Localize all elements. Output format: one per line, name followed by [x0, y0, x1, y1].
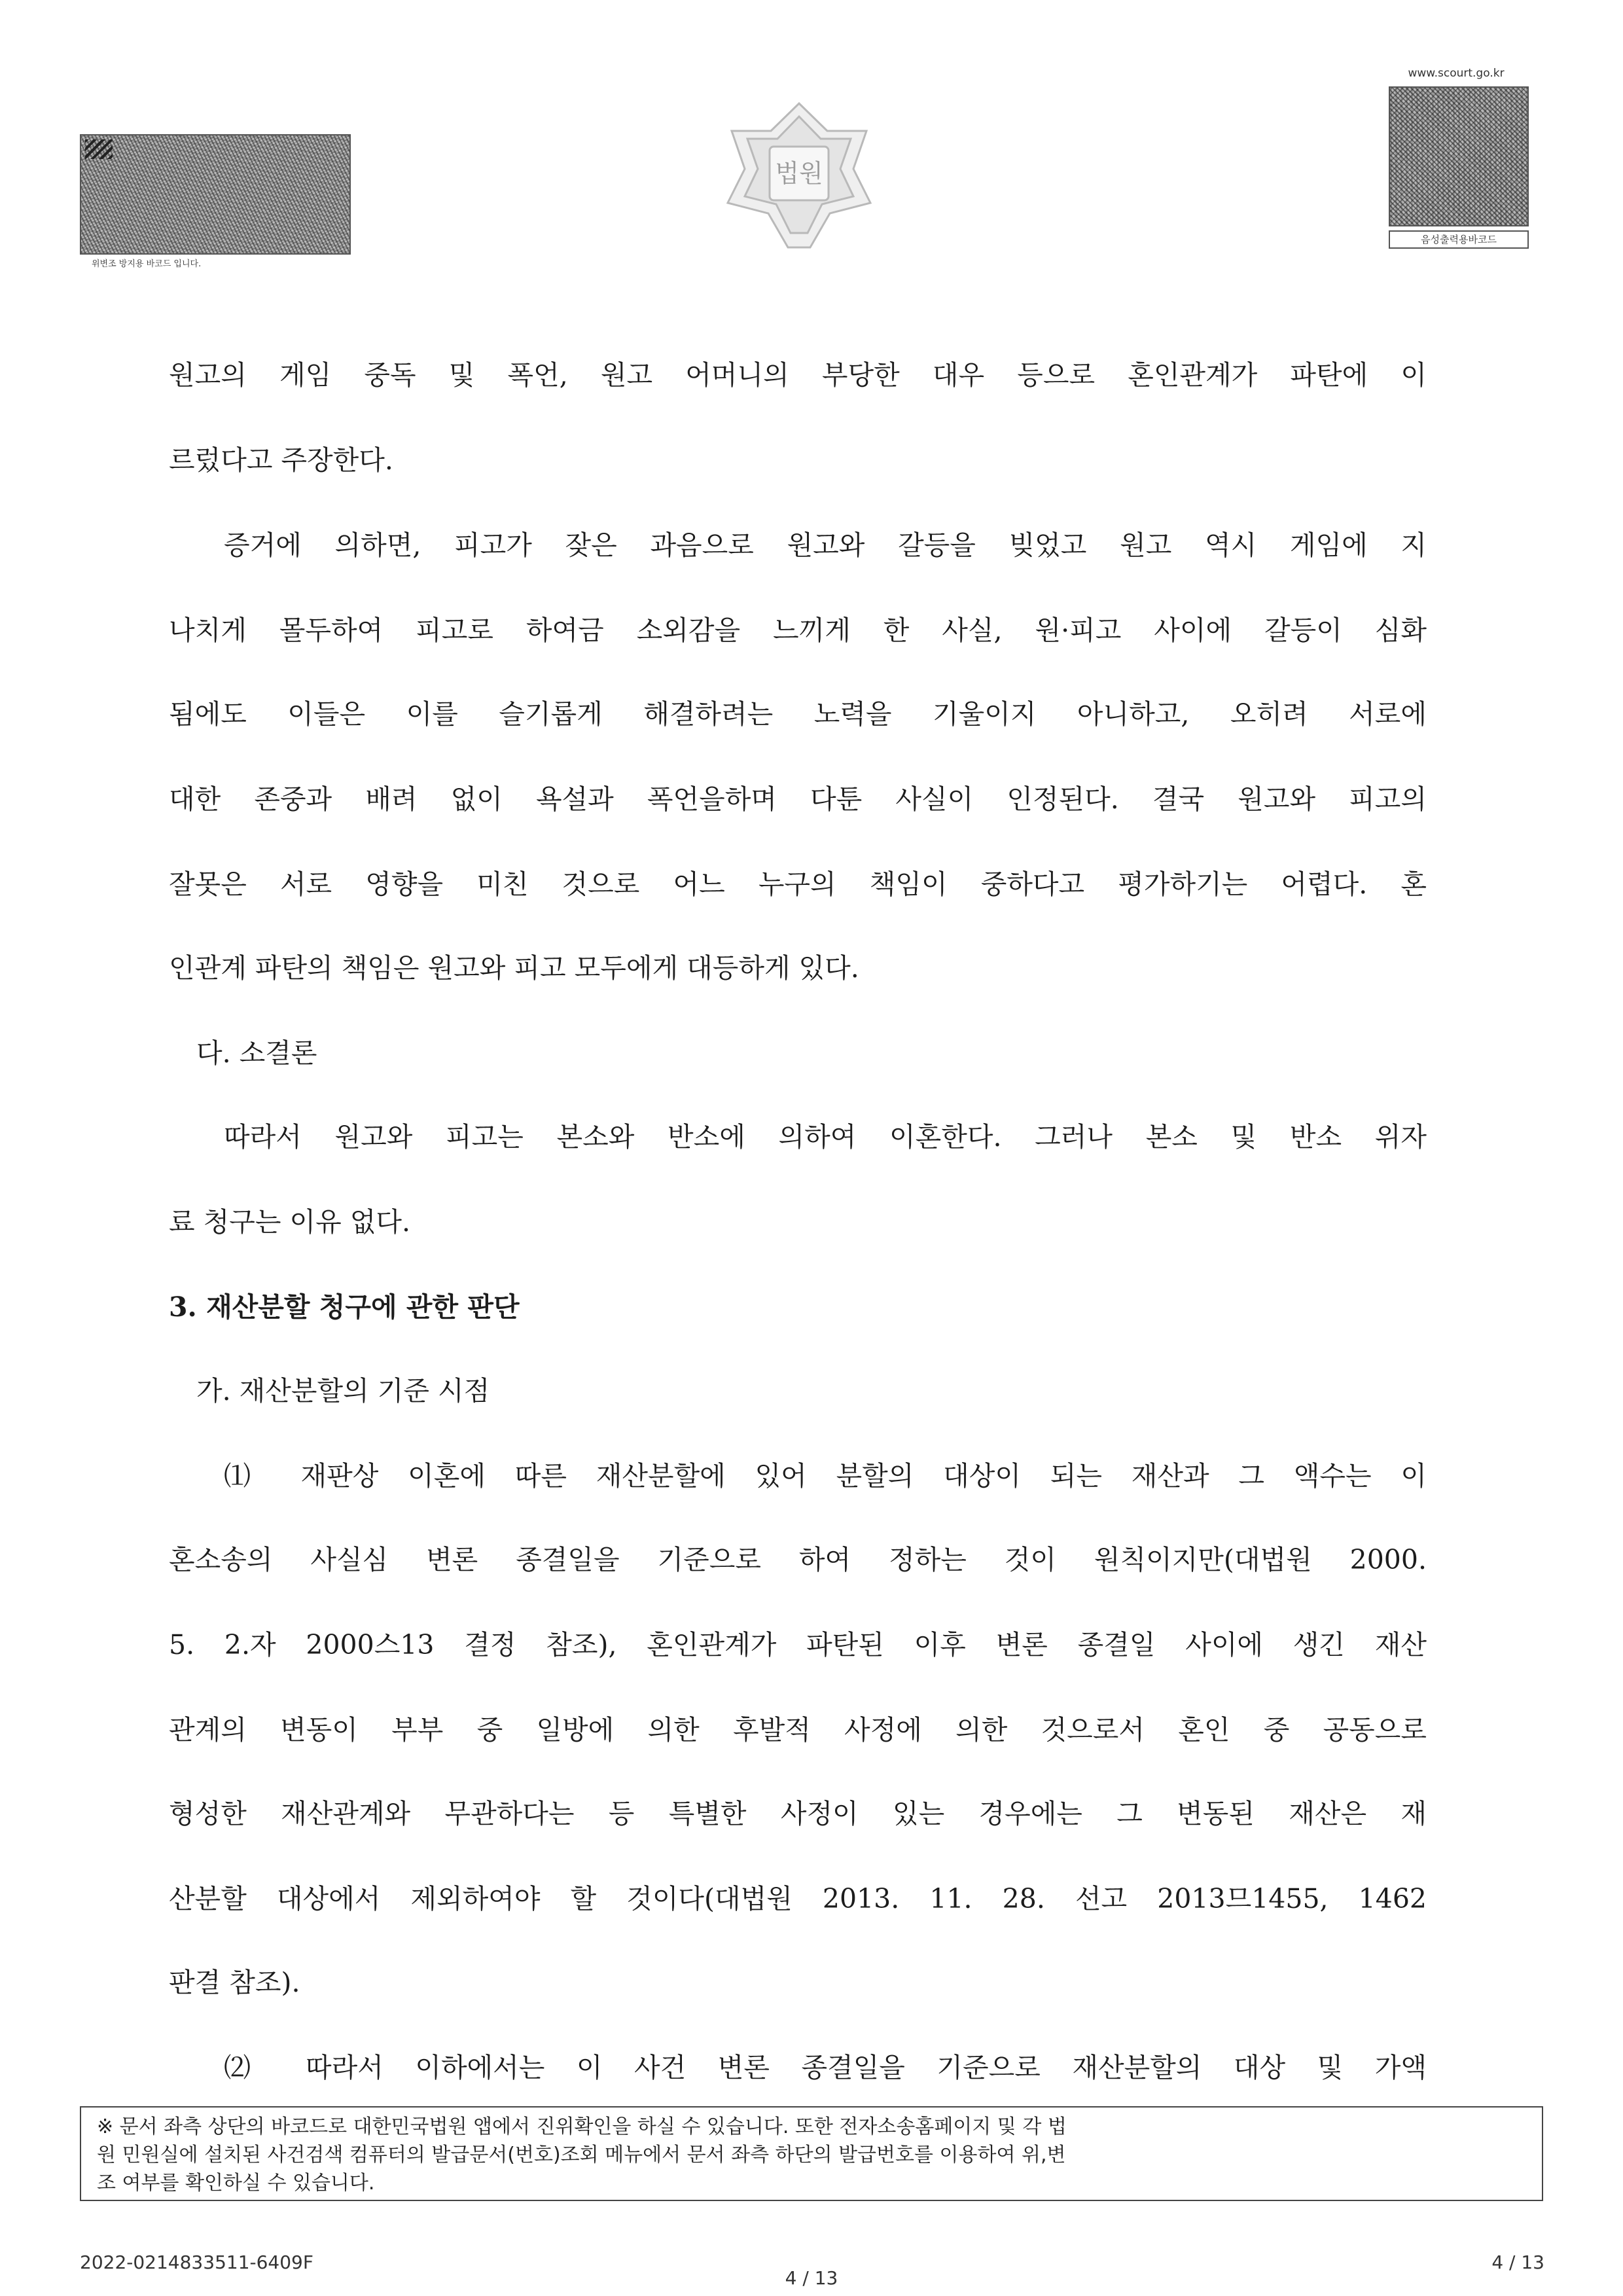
voice-barcode-caption: 음성출력용바코드 [1389, 230, 1529, 249]
body-line: 잘못은 서로 영향을 미친 것으로 어느 누구의 책임이 중하다고 평가하기는 어렵다. 혼 [169, 869, 1427, 900]
notice-line: ※ 문서 좌측 상단의 바코드로 대한민국법원 앱에서 진위확인을 하실 수 있습니다. 또한 전자소송홈페이지 및 각 법 [97, 2115, 1067, 2138]
body-line: 원고의 게임 중독 및 폭언, 원고 어머니의 부당한 대우 등으로 혼인관계가 파탄에 이 [169, 359, 1427, 391]
body-line: 됨에도 이들은 이를 슬기롭게 해결하려는 노력을 기울이지 아니하고, 오히려 서로에 [169, 698, 1427, 730]
security-barcode-caption: 위변조 방지용 바코드 입니다. [92, 259, 202, 269]
body-line: 관계의 변동이 부부 중 일방에 의한 후발적 사정에 의한 것으로서 혼인 중 공동으로 [169, 1714, 1427, 1746]
body-line: 5. 2.자 2000스13 결정 참조), 혼인관계가 파탄된 이후 변론 종결일 사이에 생긴 재산 [169, 1629, 1427, 1660]
notice-line: 조 여부를 확인하실 수 있습니다. [97, 2172, 375, 2195]
body-line: 산분할 대상에서 제외하여야 할 것이다(대법원 2013. 11. 28. 선고 2013므1455, 1462 [169, 1883, 1427, 1914]
emblem-text: 법원 [775, 159, 823, 188]
court-emblem-icon [719, 98, 880, 253]
body-line: 따라서 원고와 피고는 본소와 반소에 의하여 이혼한다. 그러나 본소 및 반소 위자 [224, 1121, 1427, 1153]
body-line: 나치게 몰두하여 피고로 하여금 소외감을 느끼게 한 사실, 원·피고 사이에 갈등이 심화 [169, 615, 1427, 646]
body-line: 대한 존중과 배려 없이 욕설과 폭언을하며 다툰 사실이 인정된다. 결국 원고와 피고의 [169, 783, 1427, 815]
section-heading: 가. 재산분할의 기준 시점 [196, 1375, 490, 1407]
site-url: www.scourt.go.kr [1408, 67, 1505, 80]
page-number-center: 4 / 13 [785, 2267, 838, 2289]
barcode-corner-stripes [85, 139, 113, 159]
section-title: 3. 재산분할 청구에 관한 판단 [169, 1291, 520, 1323]
body-line: 형성한 재산관계와 무관하다는 등 특별한 사정이 있는 경우에는 그 변동된 재산은 재 [169, 1798, 1427, 1829]
issue-number: 2022-0214833511-6409F [80, 2251, 313, 2273]
notice-line: 원 민원실에 설치된 사건검색 컴퓨터의 발급문서(번호)조회 메뉴에서 문서 좌측 하단의 발급번호를 이용하여 위,변 [97, 2144, 1066, 2166]
section-heading: 다. 소결론 [196, 1037, 317, 1069]
body-line: 혼소송의 사실심 변론 종결일을 기준으로 하여 정하는 것이 원칙이지만(대법원 2000. [169, 1544, 1427, 1575]
body-line: 증거에 의하면, 피고가 잦은 과음으로 원고와 갈등을 빚었고 원고 역시 게임에 지 [224, 529, 1427, 561]
security-barcode [80, 134, 351, 255]
body-line: ⑵ 따라서 이하에서는 이 사건 변론 종결일을 기준으로 재산분할의 대상 및 가액 [224, 2052, 1427, 2083]
voice-output-barcode [1389, 86, 1529, 226]
verification-notice [80, 2106, 1543, 2201]
body-line: 르렀다고 주장한다. [169, 444, 393, 476]
body-line: 인관계 파탄의 책임은 원고와 피고 모두에게 대등하게 있다. [169, 952, 859, 984]
body-line: ⑴ 재판상 이혼에 따른 재산분할에 있어 분할의 대상이 되는 재산과 그 액수는 이 [224, 1460, 1427, 1492]
body-line: 료 청구는 이유 없다. [169, 1206, 410, 1238]
body-line: 판결 참조). [169, 1967, 300, 1998]
page-number-right: 4 / 13 [1491, 2251, 1544, 2273]
